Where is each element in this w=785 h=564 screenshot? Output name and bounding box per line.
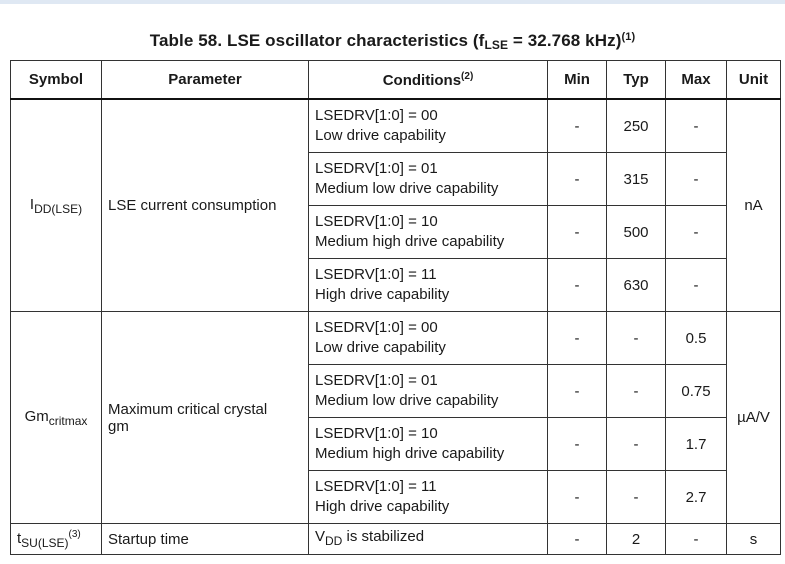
condition-setting: LSEDRV[1:0] = 00: [315, 319, 438, 336]
max-cell: 0.75: [666, 365, 727, 418]
max-cell: -: [666, 99, 727, 153]
max-cell: -: [666, 153, 727, 206]
symbol-main: Gm: [24, 407, 49, 425]
parameter-critical-gm: [102, 312, 309, 524]
max-cell: 0.5: [666, 312, 727, 365]
symbol-gm-critmax: [11, 312, 102, 524]
typ-cell: 2: [607, 524, 666, 555]
max-cell: -: [666, 524, 727, 555]
condition-cell: [309, 153, 548, 206]
max-cell: 1.7: [666, 418, 727, 471]
header-conditions-footnote: (2): [461, 70, 474, 82]
condition-setting: LSEDRV[1:0] = 10: [315, 213, 438, 230]
header-typ: Typ: [607, 61, 666, 100]
title-footnote-ref: (1): [621, 31, 636, 43]
condition-cell: [309, 524, 548, 555]
table-row: [11, 312, 781, 365]
max-cell: -: [666, 259, 727, 312]
min-cell: -: [548, 99, 607, 153]
condition-cell: [309, 259, 548, 312]
title-text-suffix: = 32.768 kHz): [508, 31, 622, 50]
condition-description: High drive capability: [315, 498, 450, 515]
symbol-subscript: SU(LSE): [21, 535, 69, 550]
max-cell: 2.7: [666, 471, 727, 524]
condition-setting: LSEDRV[1:0] = 11: [315, 478, 437, 495]
typ-cell: -: [607, 471, 666, 524]
condition-description: Low drive capability: [315, 339, 446, 356]
min-cell: -: [548, 418, 607, 471]
condition-cell: [309, 471, 548, 524]
symbol-main: t: [17, 529, 22, 547]
top-accent-bar: [0, 0, 785, 4]
table-row: [11, 524, 781, 555]
typ-cell: -: [607, 418, 666, 471]
parameter-line: Maximum critical crystal: [108, 400, 268, 418]
table-title: [0, 31, 785, 52]
typ-cell: -: [607, 312, 666, 365]
symbol-tsu-lse: [11, 524, 102, 555]
min-cell: -: [548, 206, 607, 259]
condition-cell: [309, 206, 548, 259]
condition-cell: [309, 365, 548, 418]
symbol-footnote-ref: (3): [68, 528, 81, 540]
header-row: [11, 61, 781, 100]
condition-setting: LSEDRV[1:0] = 01: [315, 160, 438, 177]
typ-cell: 500: [607, 206, 666, 259]
parameter-line: gm: [108, 417, 129, 435]
header-conditions-label: Conditions: [382, 71, 462, 89]
min-cell: -: [548, 524, 607, 555]
condition-cell: [309, 99, 548, 153]
symbol-idd-lse: [11, 99, 102, 312]
unit-s: s: [727, 524, 781, 555]
header-min: Min: [548, 61, 607, 100]
min-cell: -: [548, 312, 607, 365]
typ-cell: 250: [607, 99, 666, 153]
condition-symbol: V: [315, 528, 326, 545]
condition-description: High drive capability: [315, 286, 450, 303]
condition-setting: LSEDRV[1:0] = 10: [315, 425, 438, 442]
parameter-lse-current: LSE current consumption: [102, 99, 309, 312]
typ-cell: -: [607, 365, 666, 418]
condition-setting: LSEDRV[1:0] = 01: [315, 372, 438, 389]
typ-cell: 315: [607, 153, 666, 206]
unit-ua-per-v: µA/V: [727, 312, 781, 524]
parameter-startup-time: Startup time: [102, 524, 309, 555]
header-max: Max: [666, 61, 727, 100]
condition-description: Medium high drive capability: [315, 233, 505, 250]
symbol-subscript: critmax: [48, 413, 88, 428]
condition-description: Medium low drive capability: [315, 180, 499, 197]
symbol-subscript: DD(LSE): [34, 201, 83, 216]
condition-description: Medium low drive capability: [315, 392, 499, 409]
condition-setting: LSEDRV[1:0] = 11: [315, 266, 437, 283]
typ-cell: 630: [607, 259, 666, 312]
title-subscript: LSE: [484, 38, 509, 52]
condition-subscript: DD: [325, 534, 343, 548]
table-row: [11, 99, 781, 153]
header-symbol: Symbol: [11, 61, 102, 100]
condition-cell: [309, 418, 548, 471]
max-cell: -: [666, 206, 727, 259]
min-cell: -: [548, 471, 607, 524]
condition-description: Low drive capability: [315, 127, 446, 144]
condition-cell: [309, 312, 548, 365]
condition-setting: LSEDRV[1:0] = 00: [315, 107, 438, 124]
min-cell: -: [548, 259, 607, 312]
header-unit: Unit: [727, 61, 781, 100]
header-conditions: [309, 61, 548, 100]
condition-description: is stabilized: [342, 528, 425, 545]
condition-description: Medium high drive capability: [315, 445, 505, 462]
lse-characteristics-table: [10, 60, 781, 555]
min-cell: -: [548, 153, 607, 206]
unit-na: nA: [727, 99, 781, 312]
symbol-main: I: [29, 195, 35, 213]
header-parameter: Parameter: [102, 61, 309, 100]
title-text: Table 58. LSE oscillator characteristics (f: [149, 31, 485, 50]
min-cell: -: [548, 365, 607, 418]
